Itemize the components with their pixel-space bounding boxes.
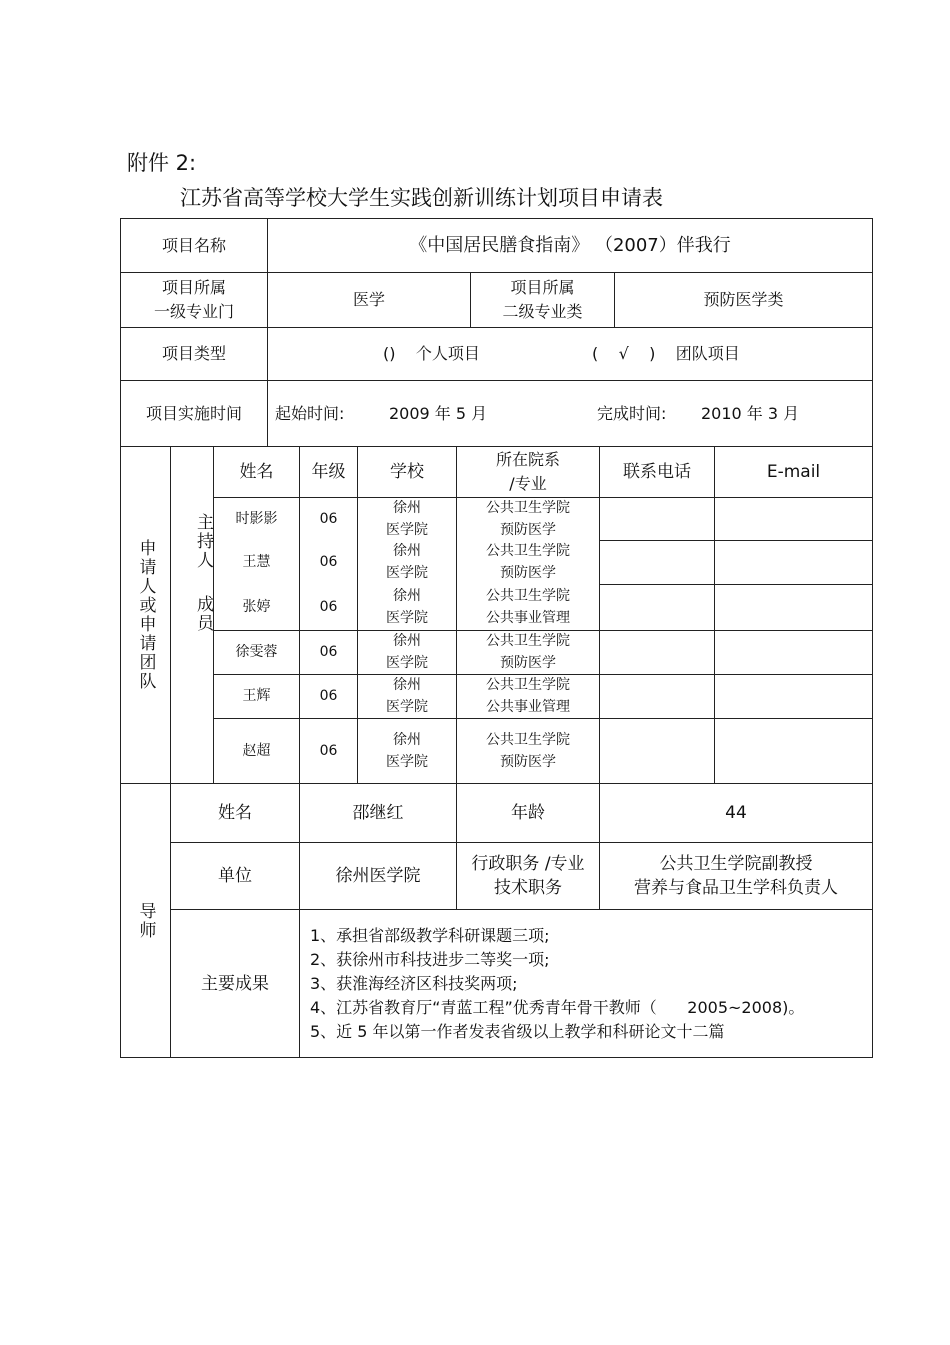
member-phone <box>600 674 714 718</box>
member-grade-text: 06 <box>319 599 338 615</box>
cat1-value: 医学 <box>352 290 385 309</box>
cat1-label-line2: 一级专业门 <box>153 302 234 321</box>
project-type-label: 项目类型 <box>161 344 226 363</box>
member-email <box>715 674 872 718</box>
member-dept-line1: 公共卫生学院 <box>486 543 570 559</box>
project-name-label: 项目名称 <box>161 235 226 255</box>
member-dept-line2: 预防医学 <box>500 655 556 671</box>
mentor-age-label: 年龄 <box>511 803 545 823</box>
start-label: 起始时间: <box>275 403 345 423</box>
member-name <box>214 630 299 674</box>
member-grade-text: 06 <box>319 554 338 570</box>
member-dept <box>457 497 599 540</box>
type-team-option: ( √ ) 团队项目 <box>592 344 740 363</box>
member-school <box>358 718 456 783</box>
member-email <box>715 630 872 674</box>
mentor-title-value-line2: 营养与食品卫生学科负责人 <box>634 878 838 898</box>
member-grade <box>300 674 357 718</box>
cat1-label-line1: 项目所属 <box>161 278 226 297</box>
member-dept-line1: 公共卫生学院 <box>486 731 570 748</box>
member-name-text: 时影影 <box>235 510 278 527</box>
cat2-value: 预防医学类 <box>703 290 784 309</box>
member-school-line1: 徐州 <box>393 731 421 748</box>
member-name <box>214 584 299 630</box>
achievements-label: 主要成果 <box>201 973 269 994</box>
header-dept-line1: 所在院系 <box>495 450 560 469</box>
member-grade <box>300 540 357 584</box>
member-dept-line2: 预防医学 <box>500 521 556 538</box>
member-name-text: 王慧 <box>242 554 271 570</box>
attachment-label: 附件 2: <box>127 151 197 175</box>
member-school-line1: 徐州 <box>393 499 421 516</box>
member-school-line2: 医学院 <box>386 699 428 715</box>
mentor-title-label-line1: 行政职务 /专业 <box>471 854 585 874</box>
achievement-item: 5、近 5 年以第一作者发表省级以上教学和科研论文十二篇 <box>310 1022 725 1041</box>
member-name-text: 赵超 <box>242 742 271 759</box>
end-label: 完成时间: <box>597 403 667 423</box>
member-dept <box>457 584 599 630</box>
member-email <box>715 584 872 630</box>
start-value: 2009 年 5 月 <box>389 403 488 423</box>
host-label: 主持人 <box>193 512 213 570</box>
member-email <box>715 540 872 584</box>
member-name-text: 张婷 <box>242 599 271 615</box>
end-value: 2010 年 3 月 <box>701 403 800 423</box>
mentor-title-value <box>600 843 872 909</box>
member-email <box>715 718 872 783</box>
member-grade <box>300 718 357 783</box>
member-dept-line2: 公共事业管理 <box>486 699 570 715</box>
member-dept <box>457 540 599 584</box>
member-school-line2: 医学院 <box>386 753 428 770</box>
period-label: 项目实施时间 <box>145 403 242 423</box>
header-dept-line2: /专业 <box>509 474 547 493</box>
member-grade-text: 06 <box>319 688 338 704</box>
achievement-item: 4、江苏省教育厅“青蓝工程”优秀青年骨干教师（ 2005~2008)。 <box>310 998 805 1017</box>
cat1-label <box>121 273 267 327</box>
member-name <box>214 674 299 718</box>
member-school <box>358 497 456 540</box>
member-phone <box>600 540 714 584</box>
member-grade-text: 06 <box>319 510 338 527</box>
member-school <box>358 674 456 718</box>
member-dept <box>457 718 599 783</box>
member-name <box>214 540 299 584</box>
member-grade <box>300 630 357 674</box>
team-side-label: 申请人或申请团队 <box>135 539 156 691</box>
achievement-item: 1、承担省部级教学科研课题三项; <box>310 926 550 945</box>
member-school-line2: 医学院 <box>386 655 428 671</box>
member-dept-line2: 预防医学 <box>500 753 556 770</box>
member-dept-line1: 公共卫生学院 <box>486 633 570 649</box>
member-school-line1: 徐州 <box>393 543 421 559</box>
mentor-unit-label: 单位 <box>218 866 252 886</box>
member-dept-line1: 公共卫生学院 <box>486 588 570 604</box>
member-school-line2: 医学院 <box>386 521 428 538</box>
member-school-line2: 医学院 <box>386 565 428 581</box>
member-school <box>358 630 456 674</box>
form-title: 江苏省高等学校大学生实践创新训练计划项目申请表 <box>180 186 663 210</box>
member-dept-line2: 公共事业管理 <box>486 610 570 626</box>
member-phone <box>600 584 714 630</box>
achievement-item: 2、获徐州市科技进步二等奖一项; <box>310 950 550 969</box>
header-grade: 年级 <box>311 462 346 482</box>
cat2-label-line2: 二级专业类 <box>502 302 583 321</box>
member-dept <box>457 674 599 718</box>
mentor-side-label: 导师 <box>135 901 156 940</box>
mentor-name-value: 邵继红 <box>352 803 404 823</box>
member-email <box>715 497 872 540</box>
member-name <box>214 718 299 783</box>
cat2-label <box>471 273 614 327</box>
member-grade <box>300 497 357 540</box>
mentor-name-label: 姓名 <box>218 803 252 823</box>
mentor-title-label-line2: 技术职务 <box>494 878 562 898</box>
cat2-label-line1: 项目所属 <box>510 278 575 297</box>
mentor-unit-value: 徐州医学院 <box>335 866 421 886</box>
project-name-value: 《中国居民膳食指南》 （2007）伴我行 <box>409 234 731 256</box>
member-phone <box>600 497 714 540</box>
header-name: 姓名 <box>239 462 274 482</box>
achievement-item: 3、获淮海经济区科技奖两项; <box>310 974 518 993</box>
member-dept-line2: 预防医学 <box>500 565 556 581</box>
member-grade-text: 06 <box>319 644 338 660</box>
member-label: 成员 <box>193 595 213 633</box>
achievements-list <box>310 924 870 1044</box>
member-name-text: 王辉 <box>242 688 271 704</box>
member-name <box>214 497 299 540</box>
member-school <box>358 540 456 584</box>
header-phone: 联系电话 <box>623 462 691 482</box>
mentor-title-value-line1: 公共卫生学院副教授 <box>659 854 813 874</box>
member-name-text: 徐雯蓉 <box>235 644 278 660</box>
header-email: E-mail <box>766 462 821 482</box>
member-school-line1: 徐州 <box>393 633 421 649</box>
member-school-line1: 徐州 <box>393 677 421 693</box>
member-school <box>358 584 456 630</box>
member-phone <box>600 718 714 783</box>
header-dept <box>457 447 599 497</box>
member-school-line1: 徐州 <box>393 588 421 604</box>
mentor-title-label <box>457 843 599 909</box>
member-dept <box>457 630 599 674</box>
member-dept-line1: 公共卫生学院 <box>486 499 570 516</box>
member-grade <box>300 584 357 630</box>
member-grade-text: 06 <box>319 742 338 759</box>
mentor-age-value: 44 <box>725 803 747 823</box>
header-school: 学校 <box>390 462 424 482</box>
member-phone <box>600 630 714 674</box>
member-dept-line1: 公共卫生学院 <box>486 677 570 693</box>
member-school-line2: 医学院 <box>386 610 428 626</box>
type-personal-option: () 个人项目 <box>383 344 480 363</box>
